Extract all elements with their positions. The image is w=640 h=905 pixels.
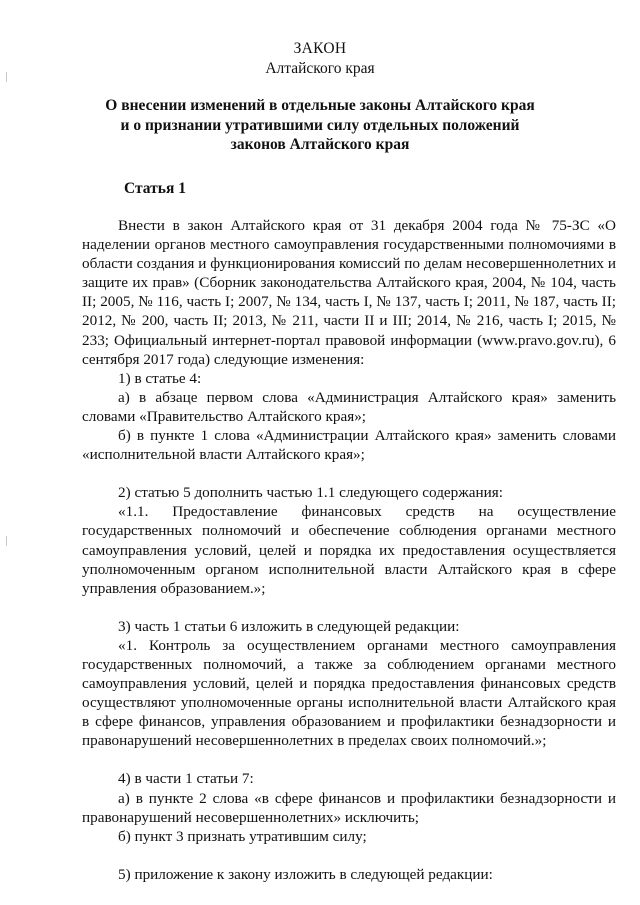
article-body xyxy=(82,216,616,884)
heading-line-3: законов Алтайского края xyxy=(230,136,410,153)
heading-line-1: О внесении изменений в отдельные законы Алтайского края xyxy=(105,97,535,114)
item-4b: б) пункт 3 признать утратившим силу; xyxy=(118,827,367,845)
spacer xyxy=(82,750,616,769)
item-4a: а) в пункте 2 слова «в сфере финансов и профилактики безнадзорности и правонарушений несовершеннолетних» исключить; xyxy=(82,789,616,826)
item-3-text: «1. Контроль за осуществлением органами местного самоуправления государственных полномочий, а также за соблюдением органами местного самоуправления условий, целей и порядка предоставления финансовых средств осуществляют уполномоченные органы исполнительной власти Алтайского края в сфере финансов, управления образованием и профилактики безнадзорности и правонарушений несовершеннолетних в пределах своих полномочий.»; xyxy=(82,636,616,750)
article-label: Статья 1 xyxy=(124,180,186,197)
law-heading xyxy=(70,96,570,155)
item-2: 2) статью 5 дополнить частью 1.1 следующего содержания: xyxy=(118,484,503,502)
spacer xyxy=(82,598,616,617)
intro-paragraph: Внести в закон Алтайского края от 31 декабря 2004 года № 75-ЗС «О наделении органов местного самоуправления государственными полномочиями в области создания и функционирования комиссий по делам несовершеннолетних и защите их прав» (Сборник законодательства Алтайского края, 2004, № 104, часть II; 2005, № 116, часть I; 2007, № 134, часть I, № 137, часть I; 2011, № 187, часть II; 2012, № 200, часть II; 2013, № 211, части II и III; 2014, № 216, часть I; 2015, № 233; Официальный интернет-портал правовой информации (www.pravo.gov.ru), 6 сентября 2017 года) следующие изменения: xyxy=(82,217,616,368)
law-title: ЗАКОН xyxy=(293,40,347,57)
item-2-text: «1.1. Предоставление финансовых средств на осуществление государственных полномочий и обеспечение соблюдения органами местного самоуправления условий, целей и порядка их предоставления осуществляется уполномоченным органом исполнительной власти Алтайского края в сфере управления образованием.»; xyxy=(82,503,616,597)
item-3: 3) часть 1 статьи 6 изложить в следующей редакции: xyxy=(118,617,460,635)
item-5: 5) приложение к закону изложить в следующей редакции: xyxy=(118,865,493,883)
heading-line-2: и о признании утратившими силу отдельных положений xyxy=(120,116,520,134)
scan-mark-middle xyxy=(6,536,7,546)
spacer xyxy=(82,464,616,483)
item-1: 1) в статье 4: xyxy=(118,369,202,387)
item-4: 4) в части 1 статьи 7: xyxy=(118,770,254,788)
law-region: Алтайского края xyxy=(265,60,375,77)
item-1a: а) в абзаце первом слова «Администрация Алтайского края» заменить словами «Правительство Алтайского края»; xyxy=(82,388,616,425)
spacer xyxy=(82,846,616,865)
item-1b: б) в пункте 1 слова «Администрации Алтайского края» заменить словами «исполнительной власти Алтайского края»; xyxy=(82,427,616,464)
